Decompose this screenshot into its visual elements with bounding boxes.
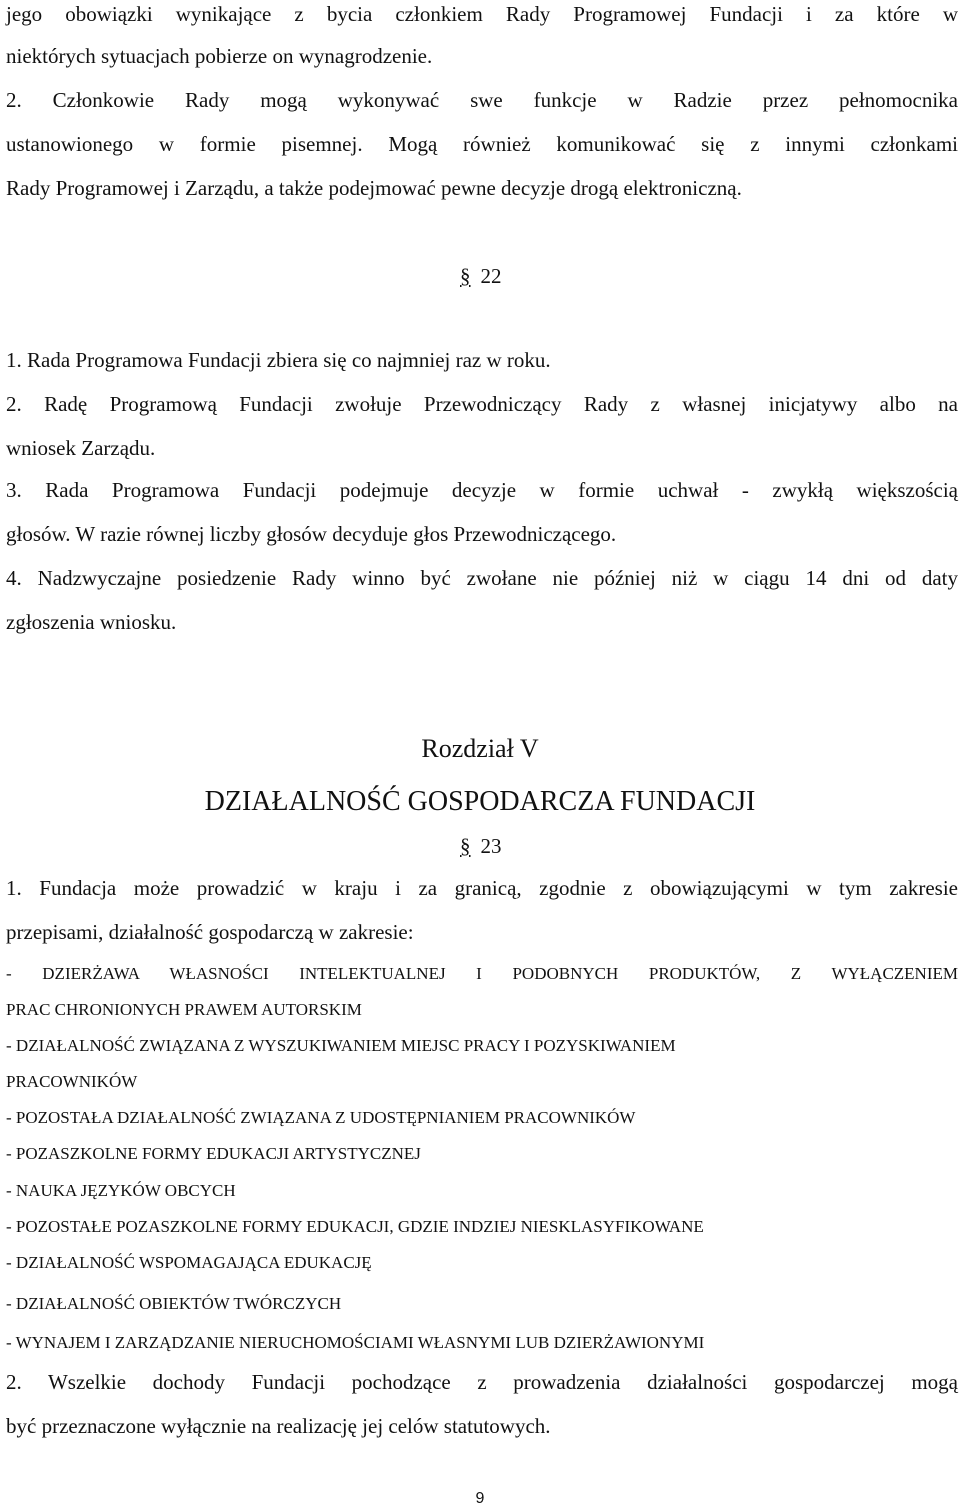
section-number: 22 <box>480 264 502 288</box>
s22-item-4-line-2: zgłoszenia wniosku. <box>6 610 177 634</box>
section-symbol: § <box>460 264 471 288</box>
paragraph-2-line-2: ustanowionego w formie pisemnej. Mogą również komunikować się z innymi członkami <box>6 132 958 156</box>
section-22-heading <box>460 264 502 289</box>
s23-paragraph-2-line-1: 2. Wszelkie dochody Fundacji pochodzące z prowadzenia działalności gospodarczej mogą <box>6 1370 958 1394</box>
activity-1-line-2: PRAC CHRONIONYCH PRAWEM AUTORSKIM <box>6 1000 362 1019</box>
activity-3: - POZOSTAŁA DZIAŁALNOŚĆ ZWIĄZANA Z UDOSTĘPNIANIEM PRACOWNIKÓW <box>6 1108 636 1127</box>
s22-item-2-line-1: 2. Radę Programową Fundacji zwołuje Przewodniczący Rady z własnej inicjatywy albo na <box>6 392 958 416</box>
activity-1-line-1: - DZIERŻAWA WŁASNOŚCI INTELEKTUALNEJ I PODOBNYCH PRODUKTÓW, Z WYŁĄCZENIEM <box>6 964 958 983</box>
activity-9: - WYNAJEM I ZARZĄDZANIE NIERUCHOMOŚCIAMI WŁASNYMI LUB DZIERŻAWIONYMI <box>6 1333 705 1352</box>
s23-paragraph-1-line-2: przepisami, działalność gospodarczą w zakresie: <box>6 920 414 944</box>
s22-item-3-line-2: głosów. W razie równej liczby głosów decyduje głos Przewodniczącego. <box>6 522 617 546</box>
continuation-line-2: niektórych sytuacjach pobierze on wynagrodzenie. <box>6 44 433 68</box>
activity-2-line-2: PRACOWNIKÓW <box>6 1072 138 1091</box>
s22-item-1: 1. Rada Programowa Fundacji zbiera się co najmniej raz w roku. <box>6 348 551 372</box>
activity-4: - POZASZKOLNE FORMY EDUKACJI ARTYSTYCZNEJ <box>6 1144 421 1163</box>
chapter-subtitle: DZIAŁALNOŚĆ GOSPODARCZA FUNDACJI <box>204 786 756 817</box>
s23-paragraph-2-line-2: być przeznaczone wyłącznie na realizację jej celów statutowych. <box>6 1414 551 1438</box>
paragraph-2-line-3: Rady Programowej i Zarządu, a także podejmować pewne decyzje drogą elektroniczną. <box>6 176 742 200</box>
activity-2-line-1: - DZIAŁALNOŚĆ ZWIĄZANA Z WYSZUKIWANIEM MIEJSC PRACY I POZYSKIWANIEM <box>6 1036 676 1055</box>
s22-item-2-line-2: wniosek Zarządu. <box>6 436 156 460</box>
section-number: 23 <box>480 834 502 858</box>
page-number: 9 <box>475 1490 485 1507</box>
continuation-line-1: jego obowiązki wynikające z bycia członkiem Rady Programowej Fundacji i za które w <box>6 2 958 26</box>
s23-paragraph-1-line-1: 1. Fundacja może prowadzić w kraju i za granicą, zgodnie z obowiązującymi w tym zakresie <box>6 876 958 900</box>
section-23-heading <box>460 834 502 859</box>
s22-item-4-line-1: 4. Nadzwyczajne posiedzenie Rady winno być zwołane nie później niż w ciągu 14 dni od daty <box>6 566 958 590</box>
activity-6: - POZOSTAŁE POZASZKOLNE FORMY EDUKACJI, GDZIE INDZIEJ NIESKLASYFIKOWANE <box>6 1217 704 1236</box>
paragraph-2-line-1: 2. Członkowie Rady mogą wykonywać swe funkcje w Radzie przez pełnomocnika <box>6 88 958 112</box>
s22-item-3-line-1: 3. Rada Programowa Fundacji podejmuje decyzje w formie uchwał - zwykłą większością <box>6 478 958 502</box>
section-symbol: § <box>460 834 471 858</box>
activity-5: - NAUKA JĘZYKÓW OBCYCH <box>6 1181 236 1200</box>
activity-8: - DZIAŁALNOŚĆ OBIEKTÓW TWÓRCZYCH <box>6 1294 342 1313</box>
chapter-title: Rozdział V <box>421 734 539 763</box>
activity-7: - DZIAŁALNOŚĆ WSPOMAGAJĄCA EDUKACJĘ <box>6 1253 372 1272</box>
